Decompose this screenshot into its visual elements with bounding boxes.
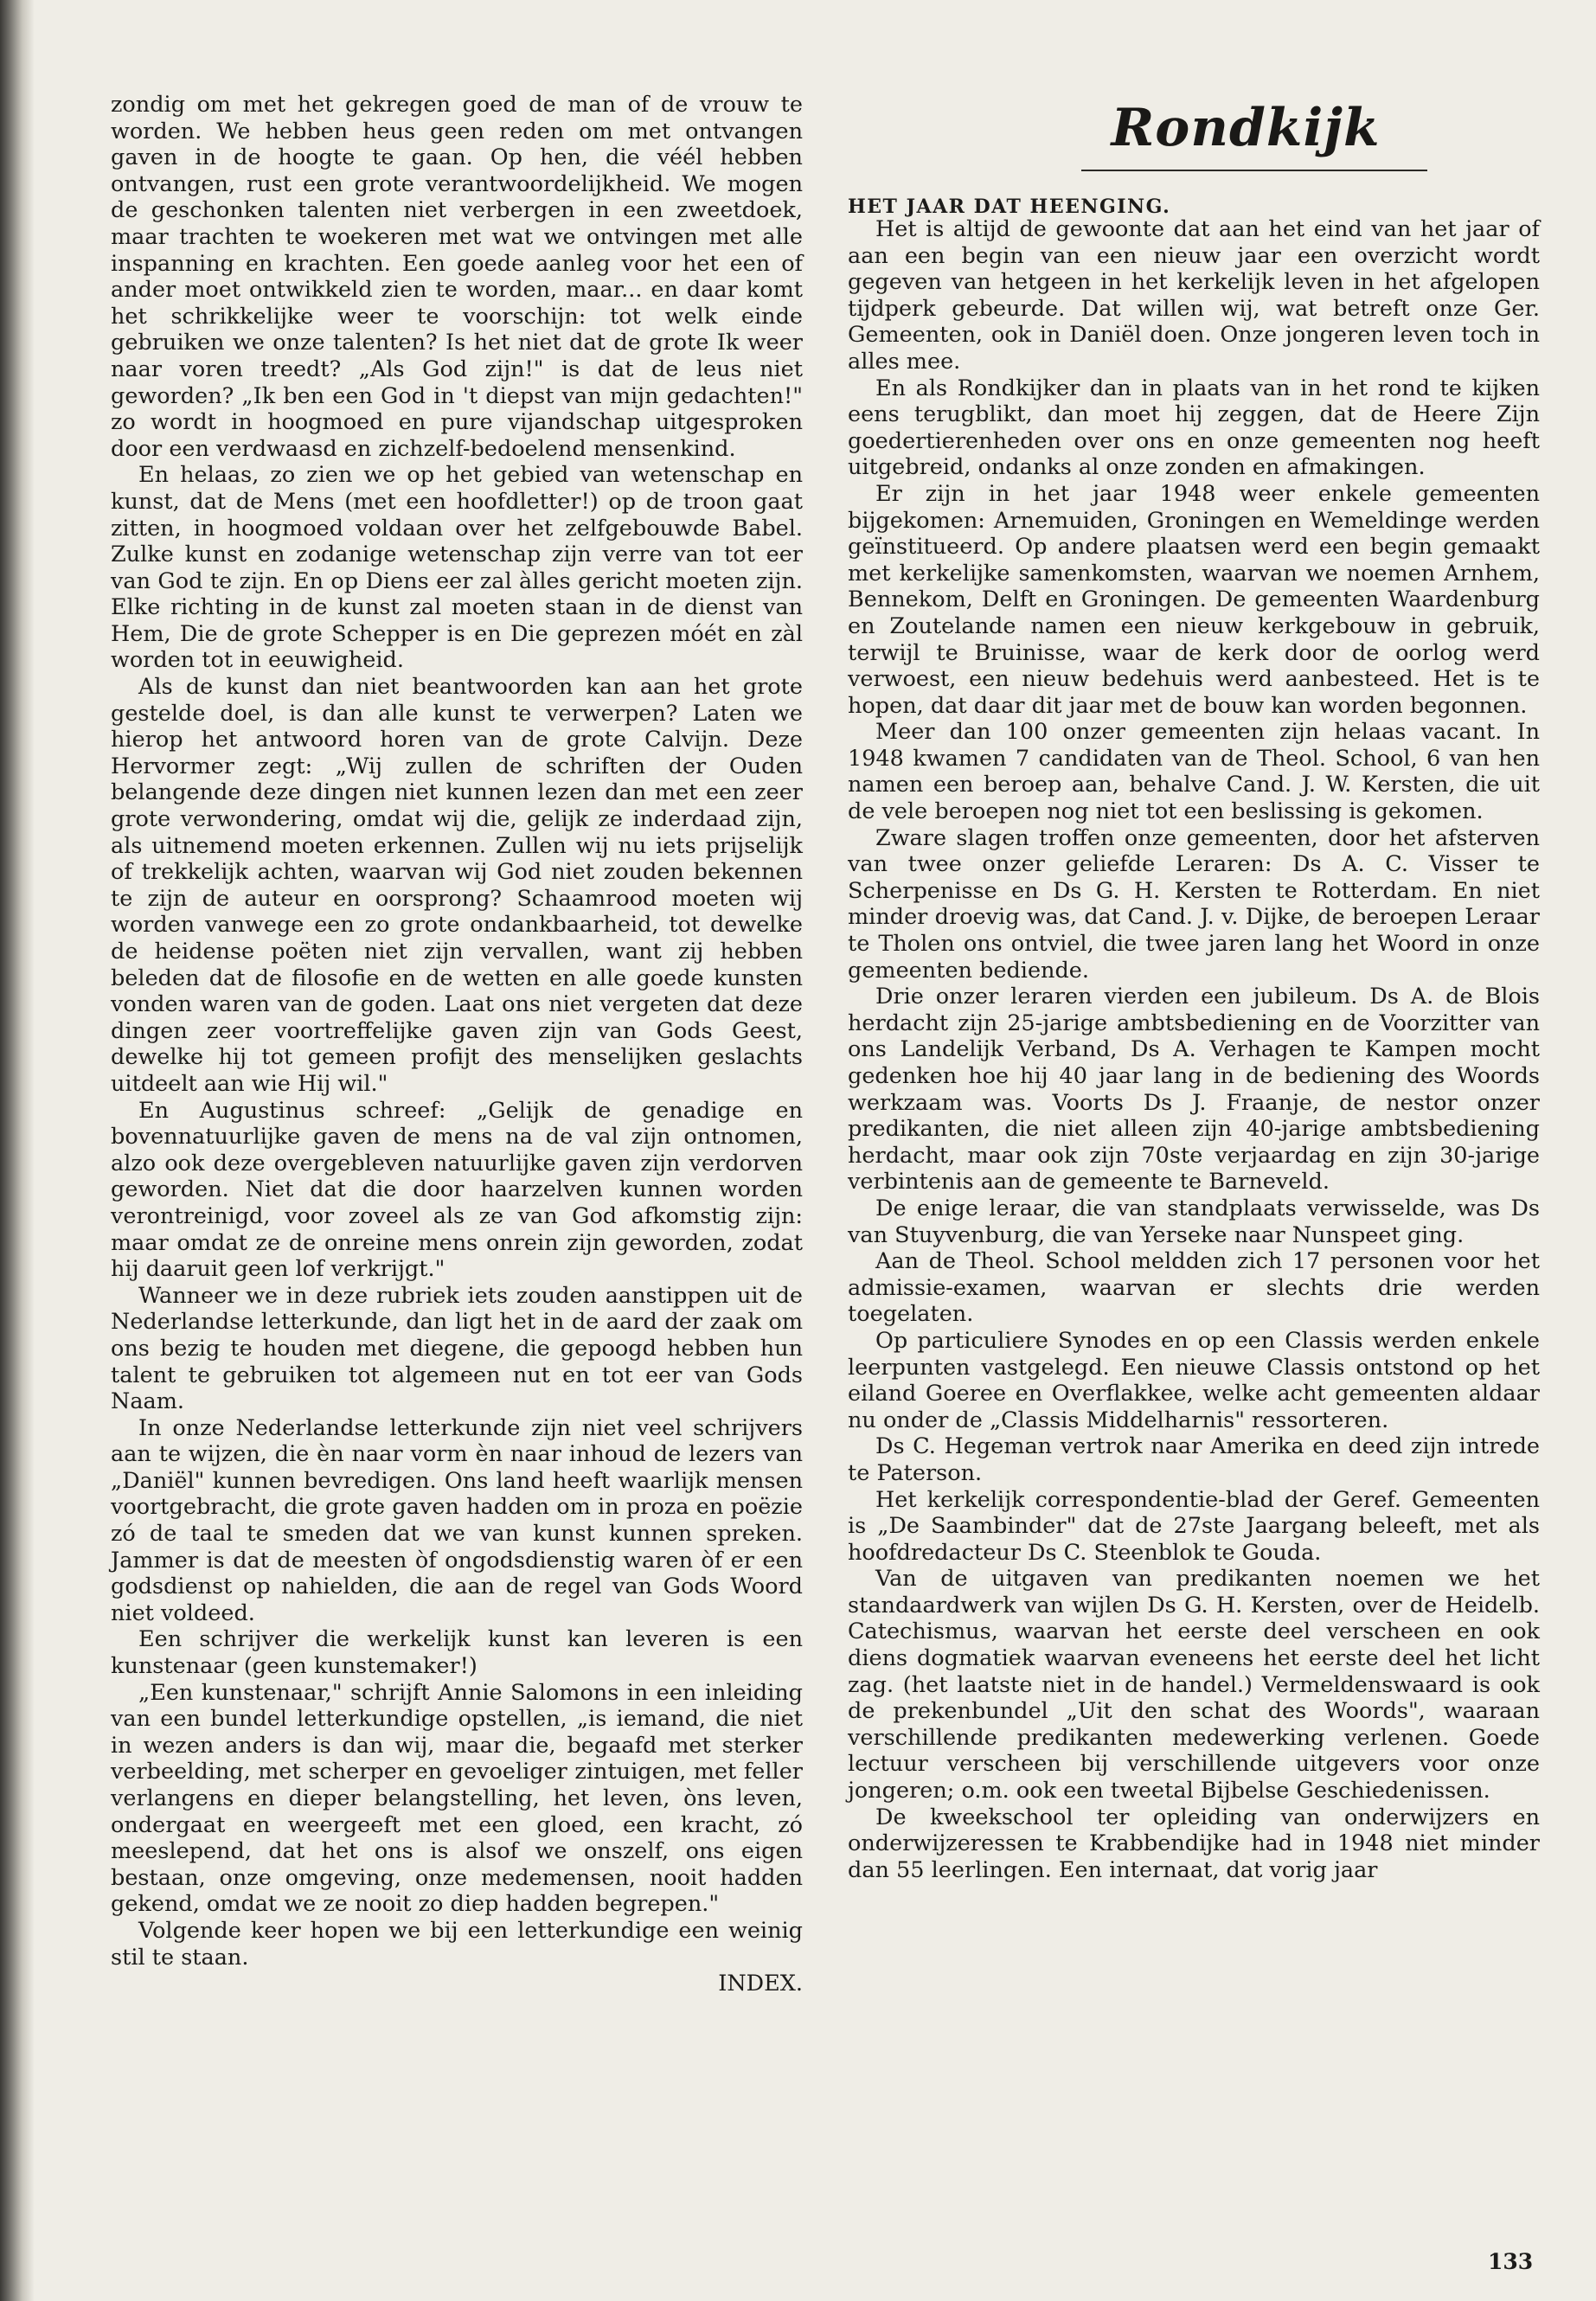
right-paragraph: Op particuliere Synodes en op een Classis werden enkele leerpunten vastgelegd. Een nieuwe Classis ontstond op het eiland Goeree en Overflakkee, welke acht gemeenten aldaar nu onder de „Classis Middelharnis" ressorteren. [848,1327,1540,1433]
right-paragraph: Er zijn in het jaar 1948 weer enkele gemeenten bijgekomen: Arnemuiden, Groningen en Wemeldinge werden geïnstitueerd. Op andere plaatsen werd een begin gemaakt met kerkelijke samenkomsten, waarvan we noemen Arnhem, Bennekom, Delft en Groningen. De gemeenten Waardenburg en Zoutelande namen een nieuw kerkgebouw in gebruik, terwijl te Bruinisse, waar de kerk door de oorlog werd verwoest, een nieuw bedehuis werd aanbesteed. Het is te hopen, dat daar dit jaar met de bouw kan worden begonnen. [848,480,1540,719]
right-paragraph: Het kerkelijk correspondentie-blad der Geref. Gemeenten is „De Saambinder" dat de 27ste Jaargang beleeft, met als hoofdredacteur Ds C. Steenblok te Gouda. [848,1486,1540,1566]
page-number: 133 [1488,2249,1534,2274]
right-paragraph: Van de uitgaven van predikanten noemen we het standaardwerk van wijlen Ds G. H. Kersten, over de Heidelb. Catechismus, waarvan het eerste deel verscheen en ook diens dogmatiek waarvan eveneens het eerste deel het licht zag. (het laatste niet in de handel.) Vermeldenswaard is ook de prekenbundel „Uit den schat des Woords", waaraan verschillende predikanten medewerking verlenen. Goede lectuur verscheen bij verschillende uitgevers voor onze jongeren; o.m. ook een tweetal Bijbelse Geschiedenissen. [848,1566,1540,1804]
left-paragraph: Als de kunst dan niet beantwoorden kan aan het grote gestelde doel, is dan alle kunst te verwerpen? Laten we hierop het antwoord horen van de grote Calvijn. Deze Hervormer zegt: „Wij zullen de schriften der Ouden belangende deze dingen niet kunnen lezen dan met een zeer grote verwondering, omdat wij die, gelijk ze inderdaad zijn, als uitnemend moeten erkennen. Zullen wij nu iets prijselijk of trekkelijk achten, waarvan wij God niet zouden bekennen te zijn de auteur en oorsprong? Schaamrood moeten wij worden vanwege een zo grote ondankbaarheid, tot dewelke de heidense poëten niet zijn vervallen, want zij hebben beleden dat de filosofie en de wetten en alle goede kunsten vonden waren van de goden. Laat ons niet vergeten dat deze dingen zeer voortreffelijke gaven zijn van Gods Geest, dewelke hij tot gemeen profijt des menselijken geslachts uitdeelt aan wie Hij wil." [111,674,803,1097]
left-paragraph: En helaas, zo zien we op het gebied van wetenschap en kunst, dat de Mens (met een hoofdletter!) op de troon gaat zitten, in hoogmoed voldaan over het zelfgebouwde Babel. Zulke kunst en zodanige wetenschap zijn verre van tot eer van God te zijn. En op Diens eer zal àlles gericht moeten zijn. Elke richting in de kunst zal moeten staan in de dienst van Hem, Die de grote Schepper is en Die geprezen móét en zàl worden tot in eeuwigheid. [111,462,803,674]
right-paragraph: Aan de Theol. School meldden zich 17 personen voor het admissie-examen, waarvan er slechts drie werden toegelaten. [848,1248,1540,1328]
right-paragraph: Ds C. Hegeman vertrok naar Amerika en deed zijn intrede te Paterson. [848,1433,1540,1486]
left-paragraph: In onze Nederlandse letterkunde zijn niet veel schrijvers aan te wijzen, die èn naar vorm èn naar inhoud de lezers van „Daniël" kunnen bevredigen. Ons land heeft waarlijk mensen voortgebracht, die grote gaven hadden om in proza en poëzie zó de taal te smeden dat we van kunst kunnen spreken. Jammer is dat de meesten òf ongodsdienstig waren òf er een godsdienst op nahielden, die aan de regel van Gods Woord niet voldeed. [111,1414,803,1626]
right-paragraph: De enige leraar, die van standplaats verwisselde, was Ds van Stuyvenburg, die van Yerseke naar Nunspeet ging. [848,1195,1540,1248]
left-column [111,92,803,1997]
left-paragraph: zondig om met het gekregen goed de man of de vrouw te worden. We hebben heus geen reden om met ontvangen gaven in de hoogte te gaan. Op hen, die véél hebben ontvangen, rust een grote verantwoordelijkheid. We mogen de geschonken talenten niet verbergen in een zweetdoek, maar trachten te woekeren met wat we ontvingen met alle inspanning en krachten. Een goede aanleg voor het een of ander moet ontwikkeld zien te worden, maar... en daar komt het schrikkelijke weer te voorschijn: tot welk einde gebruiken we onze talenten? Is het niet dat de grote Ik weer naar voren treedt? „Als God zijn!" is dat de leus niet geworden? „Ik ben een God in 't diepst van mijn gedachten!" zo wordt in hoogmoed en pure vijandschap uitgesproken door een verdwaasd en zichzelf-bedoelend mensenkind. [111,92,803,462]
right-paragraph: Meer dan 100 onzer gemeenten zijn helaas vacant. In 1948 kwamen 7 candidaten van de Theol. School, 6 van hen namen een beroep aan, behalve Cand. J. W. Kersten, die uit de vele beroepen nog niet tot een beslissing is gekomen. [848,719,1540,825]
left-paragraph: „Een kunstenaar," schrijft Annie Salomons in een inleiding van een bundel letterkundige opstellen, „is iemand, die niet in wezen anders is dan wij, maar die, begaafd met sterker verbeelding, met scherper en gevoeliger zintuigen, met feller verlangens en dieper belangstelling, het leven, òns leven, ondergaat en weergeeft met een gloed, een kracht, zó meeslepend, dat het ons is alsof we onszelf, ons eigen bestaan, onze omgeving, onze medemensen, nooit hadden gekend, omdat we ze nooit zo diep hadden begrepen." [111,1679,803,1918]
left-paragraph: Volgende keer hopen we bij een letterkundige een weinig stil te staan. [111,1917,803,1971]
right-paragraph: Drie onzer leraren vierden een jubileum. Ds A. de Blois herdacht zijn 25-jarige ambtsbediening en de Voorzitter van ons Landelijk Verband, Ds A. Verhagen te Kampen mocht gedenken hoe hij 40 jaar lang in de bediening des Woords werkzaam was. Voorts Ds J. Fraanje, de nestor onzer predikanten, die niet alleen zijn 40-jarige ambtsbediening herdacht, maar ook zijn 70ste verjaardag en zijn 30-jarige verbintenis aan de gemeente te Barneveld. [848,984,1540,1195]
page-binding-shadow [0,0,35,2301]
left-paragraph: Een schrijver die werkelijk kunst kan leveren is een kunstenaar (geen kunstemaker!) [111,1626,803,1680]
right-paragraph: En als Rondkijker dan in plaats van in het rond te kijken eens terugblikt, dan moet hij zeggen, dat de Heere Zijn goedertierenheden over ons en onze gemeenten nog heeft uitgebreid, ondanks al onze zonden en afmakingen. [848,375,1540,481]
right-paragraph: Het is altijd de gewoonte dat aan het eind van het jaar of aan een begin van een nieuw jaar een overzicht wordt gegeven van hetgeen in het kerkelijk leven in het afgelopen tijdperk gebeurde. Dat willen wij, wat betreft onze Ger. Gemeenten, ook in Daniël doen. Onze jongeren leven toch in alles mee. [848,216,1540,375]
section-title: HET JAAR DAT HEENGING. [848,195,1171,218]
left-paragraph: Wanneer we in deze rubriek iets zouden aanstippen uit de Nederlandse letterkunde, dan ligt het in de aard der zaak om ons bezig te houden met diegene, die gepoogd hebben hun talent te gebruiken tot algemeen nut en tot eer van Gods Naam. [111,1282,803,1415]
left-paragraph: En Augustinus schreef: „Gelijk de genadige en bovennatuurlijke gaven de mens na de val zijn ontnomen, alzo ook deze overgebleven natuurlijke gaven zijn verdorven geworden. Niet dat die door haarzelven kunnen worden verontreinigd, voor zoveel als ze van God afkomstig zijn: maar omdat ze de onreine mens onrein zijn geworden, zodat hij daaruit geen lof verkrijgt." [111,1097,803,1283]
right-column [848,216,1540,1883]
right-paragraph: De kweekschool ter opleiding van onderwijzers en onderwijzeressen te Krabbendijke had in 1948 niet minder dan 55 leerlingen. Een internaat, dat vorig jaar [848,1804,1540,1883]
rubric-title: Rondkijk [1111,98,1381,158]
rubric-divider [1081,170,1427,171]
author-signature: INDEX. [718,1971,803,1997]
right-paragraph: Zware slagen troffen onze gemeenten, door het afsterven van twee onzer geliefde Leraren: Ds A. C. Visser te Scherpenisse en Ds G. H. Kersten te Rotterdam. En niet minder droevig was, dat Cand. J. v. Dijke, de beroepen Leraar te Tholen ons ontviel, die twee jaren lang het Woord in onze gemeenten bediende. [848,824,1540,984]
